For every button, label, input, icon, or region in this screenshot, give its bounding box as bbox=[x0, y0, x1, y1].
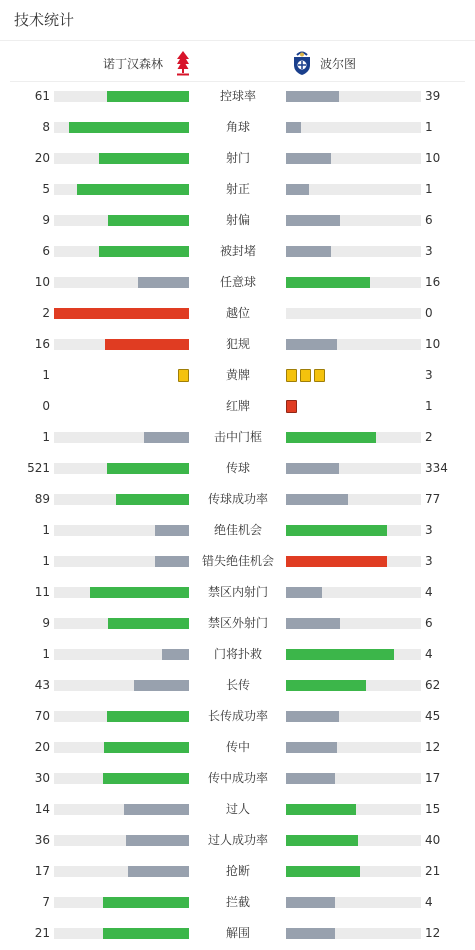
stat-label: 过人 bbox=[225, 802, 250, 816]
stat-row bbox=[0, 267, 475, 298]
away-bar-fill bbox=[286, 525, 387, 536]
away-value: 15 bbox=[425, 802, 441, 816]
away-bar-track bbox=[286, 587, 421, 598]
away-bar-fill bbox=[286, 711, 339, 722]
home-bar-track bbox=[54, 742, 189, 753]
away-value: 2 bbox=[425, 430, 433, 444]
stat-row bbox=[0, 112, 475, 143]
stat-label: 传球成功率 bbox=[207, 492, 268, 506]
away-bar-track bbox=[286, 556, 421, 567]
home-bar-track bbox=[54, 339, 189, 350]
away-value: 12 bbox=[425, 926, 441, 940]
home-bar-fill bbox=[104, 742, 189, 753]
home-value: 14 bbox=[34, 802, 50, 816]
yellow-card-icon bbox=[286, 369, 297, 382]
home-bar-track bbox=[54, 680, 189, 691]
home-bar-track bbox=[54, 215, 189, 226]
home-value: 43 bbox=[34, 678, 50, 692]
stat-row bbox=[0, 236, 475, 267]
home-value: 1 bbox=[42, 647, 50, 661]
home-bar-fill bbox=[155, 556, 189, 567]
stat-row bbox=[0, 825, 475, 856]
section-title: 技术统计 bbox=[14, 11, 75, 29]
away-bar-track bbox=[286, 308, 421, 319]
away-bar-fill bbox=[286, 866, 360, 877]
stat-label: 红牌 bbox=[225, 399, 250, 413]
away-bar-fill bbox=[286, 184, 309, 195]
home-value: 21 bbox=[34, 926, 50, 940]
stat-label: 射正 bbox=[225, 182, 250, 196]
stats-list bbox=[0, 81, 475, 949]
stat-row bbox=[0, 701, 475, 732]
away-value: 10 bbox=[425, 337, 441, 351]
away-bar-fill bbox=[286, 463, 339, 474]
away-value: 1 bbox=[425, 120, 433, 134]
stat-label: 长传 bbox=[225, 678, 250, 692]
home-value: 2 bbox=[42, 306, 50, 320]
stat-label: 传中 bbox=[225, 740, 250, 754]
stat-row bbox=[0, 81, 475, 112]
stat-row bbox=[0, 670, 475, 701]
away-bar-track bbox=[286, 773, 421, 784]
away-bar-track bbox=[286, 184, 421, 195]
away-team-name: 波尔图 bbox=[320, 56, 357, 71]
stat-label: 被封堵 bbox=[219, 244, 256, 258]
home-value: 1 bbox=[42, 368, 50, 382]
away-value: 3 bbox=[425, 368, 433, 382]
home-bar-track bbox=[54, 556, 189, 567]
stat-label: 越位 bbox=[225, 306, 250, 320]
away-value: 62 bbox=[425, 678, 441, 692]
home-bar-track bbox=[54, 525, 189, 536]
stat-label: 任意球 bbox=[219, 275, 256, 289]
away-value: 45 bbox=[425, 709, 441, 723]
home-value: 17 bbox=[34, 864, 50, 878]
stat-label: 控球率 bbox=[219, 89, 256, 103]
home-value: 7 bbox=[42, 895, 50, 909]
home-value: 6 bbox=[42, 244, 50, 258]
home-bar-fill bbox=[108, 215, 189, 226]
yellow-card-icon bbox=[178, 369, 189, 382]
away-bar-fill bbox=[286, 494, 348, 505]
away-bar-fill bbox=[286, 773, 335, 784]
home-bar-track bbox=[54, 184, 189, 195]
away-bar-track bbox=[286, 618, 421, 629]
home-bar-track bbox=[54, 804, 189, 815]
home-bar-fill bbox=[116, 494, 189, 505]
away-bar-track bbox=[286, 463, 421, 474]
away-bar-fill bbox=[286, 339, 337, 350]
away-value: 4 bbox=[425, 647, 433, 661]
away-value: 0 bbox=[425, 306, 433, 320]
away-value: 77 bbox=[425, 492, 441, 506]
home-value: 61 bbox=[34, 89, 50, 103]
stat-row bbox=[0, 608, 475, 639]
away-bar-track bbox=[286, 525, 421, 536]
home-bar-fill bbox=[90, 587, 189, 598]
home-bar-track bbox=[54, 897, 189, 908]
away-value: 6 bbox=[425, 616, 433, 630]
stat-label: 击中门框 bbox=[213, 430, 262, 444]
home-value: 1 bbox=[42, 523, 50, 537]
stat-label: 射门 bbox=[225, 151, 250, 165]
home-bar-fill bbox=[134, 680, 189, 691]
home-value: 5 bbox=[42, 182, 50, 196]
stat-row bbox=[0, 360, 475, 391]
stat-label: 抢断 bbox=[225, 864, 250, 878]
home-bar-track bbox=[54, 494, 189, 505]
away-bar-track bbox=[286, 711, 421, 722]
stat-row bbox=[0, 453, 475, 484]
away-value: 40 bbox=[425, 833, 441, 847]
home-value: 16 bbox=[34, 337, 50, 351]
away-bar-track bbox=[286, 866, 421, 877]
home-bar-fill bbox=[77, 184, 189, 195]
home-value: 36 bbox=[34, 833, 50, 847]
away-value: 17 bbox=[425, 771, 441, 785]
away-bar-track bbox=[286, 91, 421, 102]
away-value: 10 bbox=[425, 151, 441, 165]
stat-label: 禁区外射门 bbox=[207, 616, 268, 630]
away-bar-fill bbox=[286, 742, 337, 753]
home-bar-track bbox=[54, 587, 189, 598]
away-value: 334 bbox=[425, 461, 448, 475]
stat-row bbox=[0, 143, 475, 174]
home-value: 30 bbox=[34, 771, 50, 785]
stat-row bbox=[0, 794, 475, 825]
yellow-card-icon bbox=[300, 369, 311, 382]
stat-label: 禁区内射门 bbox=[207, 585, 268, 599]
home-bar-track bbox=[54, 91, 189, 102]
away-bar-track bbox=[286, 246, 421, 257]
stat-label: 犯规 bbox=[225, 337, 250, 351]
home-bar-track bbox=[54, 773, 189, 784]
home-bar-track bbox=[54, 649, 189, 660]
away-bar-fill bbox=[286, 432, 376, 443]
away-bar-track bbox=[286, 153, 421, 164]
away-bar-fill bbox=[286, 122, 301, 133]
stat-row bbox=[0, 515, 475, 546]
away-bar-track bbox=[286, 804, 421, 815]
home-value: 11 bbox=[34, 585, 50, 599]
away-bar-track bbox=[286, 277, 421, 288]
stat-label: 角球 bbox=[225, 120, 250, 134]
home-bar-track bbox=[54, 866, 189, 877]
away-bar-track bbox=[286, 122, 421, 133]
home-value: 10 bbox=[34, 275, 50, 289]
away-value: 4 bbox=[425, 895, 433, 909]
away-bar-track bbox=[286, 742, 421, 753]
away-bar-track bbox=[286, 649, 421, 660]
away-bar-track bbox=[286, 215, 421, 226]
home-team[interactable] bbox=[103, 45, 190, 81]
away-bar-fill bbox=[286, 556, 387, 567]
home-bar-track bbox=[54, 277, 189, 288]
away-bar-fill bbox=[286, 277, 370, 288]
home-bar-fill bbox=[144, 432, 189, 443]
away-cards bbox=[286, 400, 297, 413]
away-bar-fill bbox=[286, 835, 358, 846]
stat-row bbox=[0, 205, 475, 236]
stat-row bbox=[0, 763, 475, 794]
home-bar-track bbox=[54, 246, 189, 257]
home-value: 1 bbox=[42, 554, 50, 568]
home-team-name: 诺丁汉森林 bbox=[102, 56, 163, 71]
home-bar-fill bbox=[99, 153, 189, 164]
away-value: 1 bbox=[425, 399, 433, 413]
home-bar-fill bbox=[99, 246, 189, 257]
away-value: 12 bbox=[425, 740, 441, 754]
stat-label: 门将扑救 bbox=[213, 647, 262, 661]
stat-row bbox=[0, 329, 475, 360]
away-value: 6 bbox=[425, 213, 433, 227]
home-value: 9 bbox=[42, 213, 50, 227]
stat-row bbox=[0, 732, 475, 763]
home-bar-track bbox=[54, 153, 189, 164]
home-value: 0 bbox=[42, 399, 50, 413]
home-value: 9 bbox=[42, 616, 50, 630]
stat-label: 解围 bbox=[225, 926, 250, 940]
home-bar-fill bbox=[107, 463, 189, 474]
away-bar-track bbox=[286, 835, 421, 846]
home-bar-fill bbox=[107, 711, 189, 722]
home-bar-track bbox=[54, 928, 189, 939]
home-bar-fill bbox=[105, 339, 189, 350]
away-value: 4 bbox=[425, 585, 433, 599]
away-bar-fill bbox=[286, 587, 322, 598]
home-value: 20 bbox=[34, 151, 50, 165]
away-bar-track bbox=[286, 897, 421, 908]
home-bar-track bbox=[54, 432, 189, 443]
away-bar-fill bbox=[286, 618, 340, 629]
home-value: 8 bbox=[42, 120, 50, 134]
stat-row bbox=[0, 856, 475, 887]
away-bar-fill bbox=[286, 897, 335, 908]
away-value: 16 bbox=[425, 275, 441, 289]
home-bar-fill bbox=[126, 835, 189, 846]
away-bar-track bbox=[286, 339, 421, 350]
home-bar-track bbox=[54, 463, 189, 474]
away-team[interactable] bbox=[292, 45, 356, 81]
stat-label: 绝佳机会 bbox=[213, 523, 262, 537]
away-value: 3 bbox=[425, 554, 433, 568]
red-card-icon bbox=[286, 400, 297, 413]
home-bar-fill bbox=[162, 649, 189, 660]
away-value: 21 bbox=[425, 864, 441, 878]
stat-label: 传中成功率 bbox=[207, 771, 268, 785]
porto-dragon-crest-icon bbox=[292, 50, 312, 76]
home-bar-fill bbox=[103, 928, 189, 939]
home-bar-track bbox=[54, 122, 189, 133]
stat-row bbox=[0, 422, 475, 453]
nottingham-forest-tree-icon bbox=[176, 50, 190, 76]
away-bar-track bbox=[286, 928, 421, 939]
home-bar-fill bbox=[128, 866, 189, 877]
stat-label: 长传成功率 bbox=[207, 709, 268, 723]
home-bar-fill bbox=[108, 618, 189, 629]
home-bar-fill bbox=[103, 773, 189, 784]
home-bar-fill bbox=[103, 897, 189, 908]
stat-label: 过人成功率 bbox=[207, 833, 268, 847]
stat-row bbox=[0, 918, 475, 949]
away-value: 39 bbox=[425, 89, 441, 103]
stat-label: 黄牌 bbox=[225, 368, 250, 382]
home-bar-track bbox=[54, 308, 189, 319]
away-value: 3 bbox=[425, 244, 433, 258]
home-bar-fill bbox=[69, 122, 189, 133]
stat-label: 错失绝佳机会 bbox=[201, 554, 274, 568]
stat-row bbox=[0, 174, 475, 205]
away-value: 3 bbox=[425, 523, 433, 537]
away-bar-fill bbox=[286, 649, 394, 660]
away-bar-fill bbox=[286, 928, 335, 939]
home-cards bbox=[178, 369, 189, 382]
yellow-card-icon bbox=[314, 369, 325, 382]
away-bar-fill bbox=[286, 804, 356, 815]
stat-row bbox=[0, 298, 475, 329]
away-value: 1 bbox=[425, 182, 433, 196]
away-cards bbox=[286, 369, 325, 382]
stat-row bbox=[0, 639, 475, 670]
home-value: 1 bbox=[42, 430, 50, 444]
stat-label: 传球 bbox=[225, 461, 250, 475]
home-bar-fill bbox=[155, 525, 189, 536]
stat-row bbox=[0, 484, 475, 515]
home-bar-fill bbox=[107, 91, 189, 102]
away-bar-fill bbox=[286, 680, 366, 691]
home-bar-track bbox=[54, 618, 189, 629]
away-bar-track bbox=[286, 432, 421, 443]
home-bar-fill bbox=[124, 804, 189, 815]
away-bar-track bbox=[286, 680, 421, 691]
away-bar-fill bbox=[286, 91, 339, 102]
home-value: 89 bbox=[34, 492, 50, 506]
stat-row bbox=[0, 887, 475, 918]
away-bar-fill bbox=[286, 246, 331, 257]
home-bar-fill bbox=[138, 277, 189, 288]
home-value: 521 bbox=[27, 461, 50, 475]
home-value: 70 bbox=[34, 709, 50, 723]
stat-row bbox=[0, 546, 475, 577]
stat-row bbox=[0, 391, 475, 422]
stat-label: 射偏 bbox=[225, 213, 250, 227]
home-value: 20 bbox=[34, 740, 50, 754]
stat-row bbox=[0, 577, 475, 608]
team-header bbox=[10, 45, 465, 82]
away-bar-track bbox=[286, 494, 421, 505]
section-divider bbox=[0, 40, 475, 41]
home-bar-track bbox=[54, 835, 189, 846]
away-bar-fill bbox=[286, 215, 340, 226]
stat-label: 拦截 bbox=[225, 895, 250, 909]
home-bar-fill bbox=[54, 308, 189, 319]
away-bar-fill bbox=[286, 153, 331, 164]
home-bar-track bbox=[54, 711, 189, 722]
